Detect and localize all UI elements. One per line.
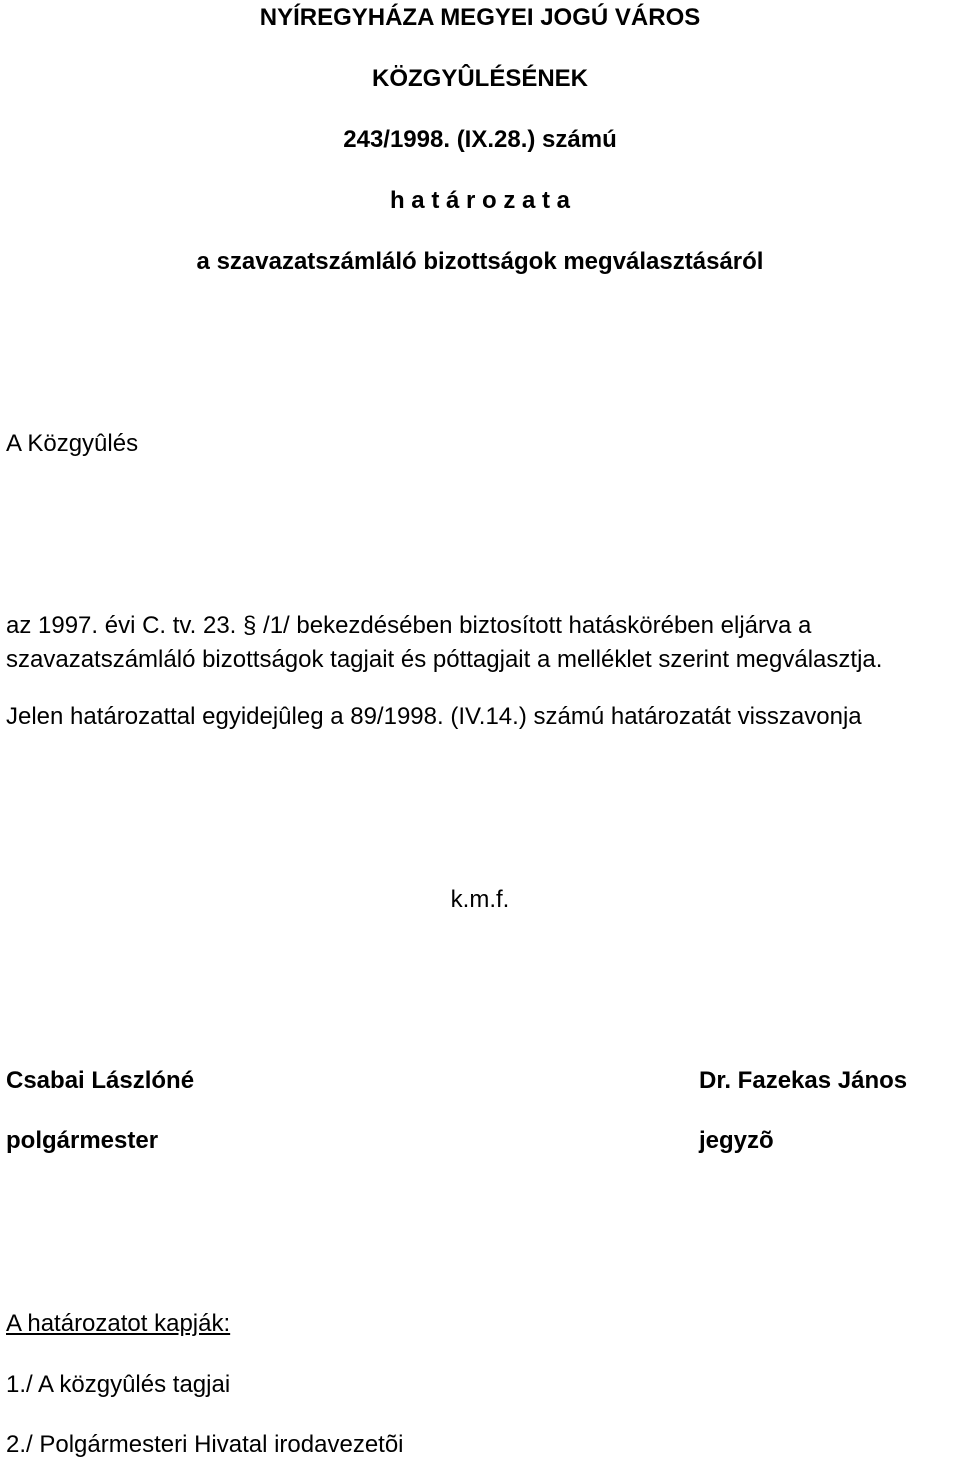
- resolution-number: 243/1998. (IX.28.) számú: [343, 126, 617, 153]
- resolution-word: h a t á r o z a t a: [389, 187, 571, 214]
- signer-right-title: jegyzõ: [699, 1127, 774, 1154]
- list-item: 2./ Polgármesteri Hivatal irodavezetõi: [6, 1431, 404, 1458]
- signer-right-name: Dr. Fazekas János: [699, 1067, 908, 1094]
- paragraph-decision: az 1997. évi C. tv. 23. § /1/ bekezdésében biztosított hatáskörében eljárva a szavazatszámláló bizottságok tagjait és póttagjait a melléklet szerint megválasztja.: [6, 612, 883, 673]
- resolution-subject: a szavazatszámláló bizottságok megválasztásáról: [196, 248, 764, 275]
- paragraph-revocation: Jelen határozattal egyidejûleg a 89/1998. (IV.14.) számú határozatát visszavonja: [6, 703, 862, 730]
- assembly-title: KÖZGYÛLÉSÉNEK: [371, 65, 589, 92]
- assembly-label: A Közgyûlés: [6, 430, 139, 457]
- city-title: NYÍREGYHÁZA MEGYEI JOGÚ VÁROS: [259, 4, 701, 31]
- signer-left-title: polgármester: [6, 1127, 159, 1154]
- kmf-note: k.m.f.: [450, 886, 510, 913]
- distribution-heading: A határozatot kapják:: [6, 1310, 231, 1337]
- list-item: 1./ A közgyûlés tagjai: [6, 1371, 231, 1398]
- signer-left-name: Csabai Lászlóné: [6, 1067, 195, 1094]
